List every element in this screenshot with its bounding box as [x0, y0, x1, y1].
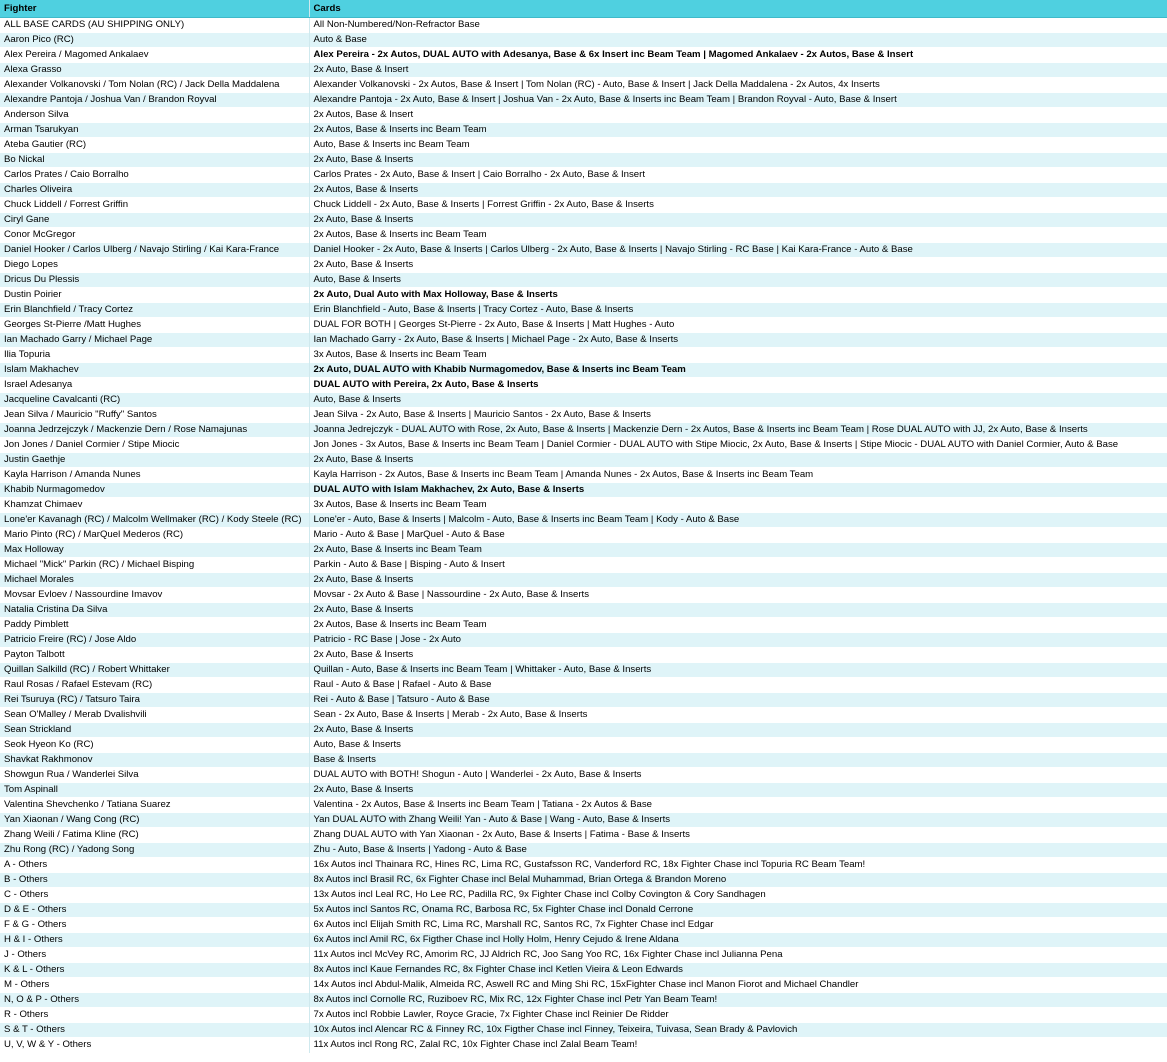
fighter-cell[interactable]: Valentina Shevchenko / Tatiana Suarez: [0, 798, 309, 813]
fighter-cell[interactable]: Arman Tsarukyan: [0, 123, 309, 138]
cards-cell[interactable]: DUAL AUTO with Islam Makhachev, 2x Auto, Base & Inserts: [309, 483, 1167, 498]
table-row: [0, 363, 1167, 378]
fighter-cell[interactable]: Movsar Evloev / Nassourdine Imavov: [0, 588, 309, 603]
fighter-cell[interactable]: Joanna Jedrzejczyk / Mackenzie Dern / Rose Namajunas: [0, 423, 309, 438]
fighter-cell[interactable]: Payton Talbott: [0, 648, 309, 663]
cards-cell[interactable]: 2x Auto, Dual Auto with Max Holloway, Base & Inserts: [309, 288, 1167, 303]
cards-cell[interactable]: 2x Auto, Base & Inserts: [309, 213, 1167, 228]
fighter-cell[interactable]: Dricus Du Plessis: [0, 273, 309, 288]
cards-cell[interactable]: 2x Auto, Base & Insert: [309, 63, 1167, 78]
cards-cell[interactable]: Carlos Prates - 2x Auto, Base & Insert | Caio Borralho - 2x Auto, Base & Insert: [309, 168, 1167, 183]
table-row: [0, 108, 1167, 123]
table-row: [0, 1038, 1167, 1053]
fighter-cell[interactable]: U, V, W & Y - Others: [0, 1038, 309, 1053]
cards-cell[interactable]: 11x Autos incl McVey RC, Amorim RC, JJ Aldrich RC, Joo Sang Yoo RC, 16x Fighter Chase incl Julianna Pena: [309, 948, 1167, 963]
cards-cell[interactable]: 2x Autos, Base & Insert: [309, 108, 1167, 123]
fighter-cell[interactable]: Patricio Freire (RC) / Jose Aldo: [0, 633, 309, 648]
cards-cell[interactable]: 2x Auto, Base & Inserts: [309, 783, 1167, 798]
table-row: [0, 1008, 1167, 1023]
table-row: [0, 393, 1167, 408]
cards-cell[interactable]: DUAL AUTO with Pereira, 2x Auto, Base & Inserts: [309, 378, 1167, 393]
table-row: [0, 738, 1167, 753]
table-row: [0, 963, 1167, 978]
cards-cell[interactable]: Parkin - Auto & Base | Bisping - Auto & Insert: [309, 558, 1167, 573]
table-row: [0, 843, 1167, 858]
fighter-cell[interactable]: Jon Jones / Daniel Cormier / Stipe Miocic: [0, 438, 309, 453]
fighter-cell[interactable]: Alexa Grasso: [0, 63, 309, 78]
table-row: [0, 768, 1167, 783]
table-row: [0, 753, 1167, 768]
table-row: [0, 138, 1167, 153]
fighter-cell[interactable]: Carlos Prates / Caio Borralho: [0, 168, 309, 183]
cards-cell[interactable]: Daniel Hooker - 2x Auto, Base & Inserts | Carlos Ulberg - 2x Auto, Base & Inserts | Navajo Stirling - RC Base | Kai Kara-France - Auto & Base: [309, 243, 1167, 258]
table-row: [0, 903, 1167, 918]
table-row: [0, 513, 1167, 528]
cards-cell[interactable]: Jon Jones - 3x Autos, Base & Inserts inc Beam Team | Daniel Cormier - DUAL AUTO with Stipe Miocic, 2x Auto, Base & Inserts | Stipe Miocic - DUAL AUTO with Daniel Cormier, Auto & Base: [309, 438, 1167, 453]
cards-cell[interactable]: 7x Autos incl Robbie Lawler, Royce Gracie, 7x Fighter Chase incl Reinier De Ridder: [309, 1008, 1167, 1023]
table-row: [0, 798, 1167, 813]
cards-cell[interactable]: Auto, Base & Inserts: [309, 393, 1167, 408]
cards-cell[interactable]: 3x Autos, Base & Inserts inc Beam Team: [309, 498, 1167, 513]
table-row: [0, 693, 1167, 708]
cards-cell[interactable]: 2x Auto, DUAL AUTO with Khabib Nurmagomedov, Base & Inserts inc Beam Team: [309, 363, 1167, 378]
cards-cell[interactable]: Auto, Base & Inserts: [309, 738, 1167, 753]
cards-cell[interactable]: Mario - Auto & Base | MarQuel - Auto & Base: [309, 528, 1167, 543]
fighter-cell[interactable]: Jacqueline Cavalcanti (RC): [0, 393, 309, 408]
header-row: [0, 0, 1167, 18]
cards-cell[interactable]: Chuck Liddell - 2x Auto, Base & Inserts | Forrest Griffin - 2x Auto, Base & Inserts: [309, 198, 1167, 213]
table-row: [0, 168, 1167, 183]
cards-cell[interactable]: All Non-Numbered/Non-Refractor Base: [309, 18, 1167, 33]
cards-cell[interactable]: 2x Auto, Base & Inserts: [309, 573, 1167, 588]
fighter-cell[interactable]: S & T - Others: [0, 1023, 309, 1038]
table-body: [0, 18, 1167, 1053]
cards-cell[interactable]: 14x Autos incl Abdul-Malik, Almeida RC, Aswell RC and Ming Shi RC, 15xFighter Chase incl Manon Fiorot and Michael Chandler: [309, 978, 1167, 993]
cards-cell[interactable]: Joanna Jedrejczyk - DUAL AUTO with Rose, 2x Auto, Base & Inserts | Mackenzie Dern - 2x Autos, Base & Inserts inc Beam Team | Rose DUAL AUTO with JJ, 2x Auto, Base & Inserts: [309, 423, 1167, 438]
fighter-cell[interactable]: Natalia Cristina Da Silva: [0, 603, 309, 618]
fighter-cell[interactable]: Islam Makhachev: [0, 363, 309, 378]
fighter-cell[interactable]: Khamzat Chimaev: [0, 498, 309, 513]
cards-cell[interactable]: 6x Autos incl Amil RC, 6x Figther Chase incl Holly Holm, Henry Cejudo & Irene Aldana: [309, 933, 1167, 948]
table-row: [0, 948, 1167, 963]
cards-cell[interactable]: 2x Autos, Base & Inserts inc Beam Team: [309, 123, 1167, 138]
cards-cell[interactable]: DUAL AUTO with BOTH! Shogun - Auto | Wanderlei - 2x Auto, Base & Inserts: [309, 768, 1167, 783]
fighter-cell[interactable]: Lone'er Kavanagh (RC) / Malcolm Wellmaker (RC) / Kody Steele (RC): [0, 513, 309, 528]
cards-cell[interactable]: Kayla Harrison - 2x Autos, Base & Inserts inc Beam Team | Amanda Nunes - 2x Autos, Base & Inserts inc Beam Team: [309, 468, 1167, 483]
fighter-cell[interactable]: Tom Aspinall: [0, 783, 309, 798]
table-row: [0, 828, 1167, 843]
fighter-cell[interactable]: N, O & P - Others: [0, 993, 309, 1008]
table-row: [0, 333, 1167, 348]
fighter-cell[interactable]: Ateba Gautier (RC): [0, 138, 309, 153]
cards-cell[interactable]: 2x Auto, Base & Inserts: [309, 723, 1167, 738]
table-row: [0, 183, 1167, 198]
table-row: [0, 318, 1167, 333]
cards-cell[interactable]: 2x Auto, Base & Inserts: [309, 648, 1167, 663]
table-row: [0, 588, 1167, 603]
fighter-cell[interactable]: Paddy Pimblett: [0, 618, 309, 633]
cards-cell[interactable]: Ian Machado Garry - 2x Auto, Base & Inserts | Michael Page - 2x Auto, Base & Inserts: [309, 333, 1167, 348]
table-row: [0, 48, 1167, 63]
table-row: [0, 348, 1167, 363]
fighter-cell[interactable]: K & L - Others: [0, 963, 309, 978]
table-row: [0, 408, 1167, 423]
cards-cell[interactable]: 2x Auto, Base & Inserts inc Beam Team: [309, 543, 1167, 558]
table-row: [0, 423, 1167, 438]
table-row: [0, 228, 1167, 243]
fighter-cell[interactable]: D & E - Others: [0, 903, 309, 918]
cards-cell[interactable]: Sean - 2x Auto, Base & Inserts | Merab - 2x Auto, Base & Inserts: [309, 708, 1167, 723]
table-row: [0, 618, 1167, 633]
table-row: [0, 33, 1167, 48]
cards-cell[interactable]: 2x Auto, Base & Inserts: [309, 603, 1167, 618]
table-row: [0, 273, 1167, 288]
table-row: [0, 888, 1167, 903]
fighter-cell[interactable]: M - Others: [0, 978, 309, 993]
table-row: [0, 993, 1167, 1008]
column-header-cards[interactable]: Cards: [309, 0, 1167, 18]
fighter-cell[interactable]: Bo Nickal: [0, 153, 309, 168]
fighter-cell[interactable]: Ian Machado Garry / Michael Page: [0, 333, 309, 348]
fighter-cell[interactable]: Sean O'Malley / Merab Dvalishvili: [0, 708, 309, 723]
fighter-cell[interactable]: Kayla Harrison / Amanda Nunes: [0, 468, 309, 483]
cards-cell[interactable]: Alexander Volkanovski - 2x Autos, Base & Insert | Tom Nolan (RC) - Auto, Base & Insert | Jack Della Maddalena - 2x Autos, 4x Inserts: [309, 78, 1167, 93]
cards-cell[interactable]: Auto, Base & Inserts: [309, 273, 1167, 288]
table-row: [0, 663, 1167, 678]
fighter-cell[interactable]: Shavkat Rakhmonov: [0, 753, 309, 768]
fighter-cell[interactable]: Ciryl Gane: [0, 213, 309, 228]
fighter-cell[interactable]: Georges St-Pierre /Matt Hughes: [0, 318, 309, 333]
fighter-cell[interactable]: A - Others: [0, 858, 309, 873]
fighter-cell[interactable]: Zhang Weili / Fatima Kline (RC): [0, 828, 309, 843]
table-row: [0, 858, 1167, 873]
fighter-cell[interactable]: H & I - Others: [0, 933, 309, 948]
table-row: [0, 123, 1167, 138]
fighter-cell[interactable]: R - Others: [0, 1008, 309, 1023]
table-row: [0, 198, 1167, 213]
cards-cell[interactable]: Zhu - Auto, Base & Inserts | Yadong - Auto & Base: [309, 843, 1167, 858]
fighter-cell[interactable]: Max Holloway: [0, 543, 309, 558]
fighter-cell[interactable]: Erin Blanchfield / Tracy Cortez: [0, 303, 309, 318]
fighter-cell[interactable]: Diego Lopes: [0, 258, 309, 273]
fighter-cell[interactable]: Michael Morales: [0, 573, 309, 588]
cards-cell[interactable]: 2x Autos, Base & Inserts inc Beam Team: [309, 228, 1167, 243]
table-row: [0, 63, 1167, 78]
fighter-cell[interactable]: Alex Pereira / Magomed Ankalaev: [0, 48, 309, 63]
cards-cell[interactable]: DUAL FOR BOTH | Georges St-Pierre - 2x Auto, Base & Inserts | Matt Hughes - Auto: [309, 318, 1167, 333]
cards-cell[interactable]: 10x Autos incl Alencar RC & Finney RC, 10x Figther Chase incl Finney, Teixeira, Tuivasa, Sean Brady & Pavlovich: [309, 1023, 1167, 1038]
fighter-cell[interactable]: Yan Xiaonan / Wang Cong (RC): [0, 813, 309, 828]
cards-cell[interactable]: 2x Auto, Base & Inserts: [309, 258, 1167, 273]
cards-cell[interactable]: Yan DUAL AUTO with Zhang Weili! Yan - Auto & Base | Wang - Auto, Base & Inserts: [309, 813, 1167, 828]
table-row: [0, 453, 1167, 468]
cards-cell[interactable]: 5x Autos incl Santos RC, Onama RC, Barbosa RC, 5x Fighter Chase incl Donald Cerrone: [309, 903, 1167, 918]
cards-cell[interactable]: Quillan - Auto, Base & Inserts inc Beam Team | Whittaker - Auto, Base & Inserts: [309, 663, 1167, 678]
fighter-cell[interactable]: Anderson Silva: [0, 108, 309, 123]
cards-cell[interactable]: 8x Autos incl Cornolle RC, Ruziboev RC, Mix RC, 12x Fighter Chase incl Petr Yan Beam Team!: [309, 993, 1167, 1008]
cards-cell[interactable]: 8x Autos incl Brasil RC, 6x Fighter Chase incl Belal Muhammad, Brian Ortega & Brandon Moreno: [309, 873, 1167, 888]
fighter-cell[interactable]: Israel Adesanya: [0, 378, 309, 393]
fighter-cell[interactable]: F & G - Others: [0, 918, 309, 933]
table-row: [0, 573, 1167, 588]
fighter-cell[interactable]: Charles Oliveira: [0, 183, 309, 198]
table-row: [0, 303, 1167, 318]
fighter-cell[interactable]: Jean Silva / Mauricio "Ruffy" Santos: [0, 408, 309, 423]
table-row: [0, 213, 1167, 228]
cards-cell[interactable]: Patricio - RC Base | Jose - 2x Auto: [309, 633, 1167, 648]
cards-cell[interactable]: Base & Inserts: [309, 753, 1167, 768]
table-row: [0, 978, 1167, 993]
fighter-cell[interactable]: Ilia Topuria: [0, 348, 309, 363]
cards-cell[interactable]: Alex Pereira - 2x Autos, DUAL AUTO with Adesanya, Base & 6x Insert inc Beam Team | Magomed Ankalaev - 2x Autos, Base & Insert: [309, 48, 1167, 63]
table-row: [0, 93, 1167, 108]
column-header-fighter[interactable]: Fighter: [0, 0, 309, 18]
table-row: [0, 78, 1167, 93]
cards-cell[interactable]: 2x Autos, Base & Inserts inc Beam Team: [309, 618, 1167, 633]
cards-cell[interactable]: 16x Autos incl Thainara RC, Hines RC, Lima RC, Gustafsson RC, Vanderford RC, 18x Fighter Chase incl Topuria RC Beam Team!: [309, 858, 1167, 873]
table-row: [0, 468, 1167, 483]
fighter-cell[interactable]: Aaron Pico (RC): [0, 33, 309, 48]
cards-cell[interactable]: 6x Autos incl Elijah Smith RC, Lima RC, Marshall RC, Santos RC, 7x Fighter Chase incl Edgar: [309, 918, 1167, 933]
cards-cell[interactable]: 13x Autos incl Leal RC, Ho Lee RC, Padilla RC, 9x Fighter Chase incl Colby Covington & Cory Sandhagen: [309, 888, 1167, 903]
fighter-cell[interactable]: Conor McGregor: [0, 228, 309, 243]
cards-cell[interactable]: Lone'er - Auto, Base & Inserts | Malcolm - Auto, Base & Inserts inc Beam Team | Kody - Auto & Base: [309, 513, 1167, 528]
fighter-cell[interactable]: ALL BASE CARDS (AU SHIPPING ONLY): [0, 18, 309, 33]
table-row: [0, 498, 1167, 513]
fighter-cell[interactable]: Chuck Liddell / Forrest Griffin: [0, 198, 309, 213]
cards-cell[interactable]: Raul - Auto & Base | Rafael - Auto & Base: [309, 678, 1167, 693]
cards-cell[interactable]: Movsar - 2x Auto & Base | Nassourdine - 2x Auto, Base & Inserts: [309, 588, 1167, 603]
table-row: [0, 633, 1167, 648]
cards-cell[interactable]: Jean Silva - 2x Auto, Base & Inserts | Mauricio Santos - 2x Auto, Base & Inserts: [309, 408, 1167, 423]
table-row: [0, 933, 1167, 948]
table-row: [0, 603, 1167, 618]
fighter-cell[interactable]: Michael "Mick" Parkin (RC) / Michael Bisping: [0, 558, 309, 573]
cards-cell[interactable]: Zhang DUAL AUTO with Yan Xiaonan - 2x Auto, Base & Inserts | Fatima - Base & Inserts: [309, 828, 1167, 843]
fighter-cell[interactable]: Khabib Nurmagomedov: [0, 483, 309, 498]
fighter-cell[interactable]: B - Others: [0, 873, 309, 888]
fighter-cell[interactable]: Rei Tsuruya (RC) / Tatsuro Taira: [0, 693, 309, 708]
table-row: [0, 783, 1167, 798]
table-row: [0, 438, 1167, 453]
cards-cell[interactable]: Erin Blanchfield - Auto, Base & Inserts | Tracy Cortez - Auto, Base & Inserts: [309, 303, 1167, 318]
fighter-cell[interactable]: Mario Pinto (RC) / MarQuel Mederos (RC): [0, 528, 309, 543]
cards-cell[interactable]: 2x Autos, Base & Inserts: [309, 183, 1167, 198]
table-row: [0, 723, 1167, 738]
table-row: [0, 708, 1167, 723]
fighter-cell[interactable]: Alexandre Pantoja / Joshua Van / Brandon Royval: [0, 93, 309, 108]
cards-cell[interactable]: 3x Autos, Base & Inserts inc Beam Team: [309, 348, 1167, 363]
table-row: [0, 243, 1167, 258]
table-row: [0, 258, 1167, 273]
table-row: [0, 153, 1167, 168]
fighter-cell[interactable]: Daniel Hooker / Carlos Ulberg / Navajo Stirling / Kai Kara-France: [0, 243, 309, 258]
cards-cell[interactable]: Auto, Base & Inserts inc Beam Team: [309, 138, 1167, 153]
table-row: [0, 918, 1167, 933]
table-row: [0, 678, 1167, 693]
fighter-cell[interactable]: Raul Rosas / Rafael Estevam (RC): [0, 678, 309, 693]
cards-cell[interactable]: 11x Autos incl Rong RC, Zalal RC, 10x Fighter Chase incl Zalal Beam Team!: [309, 1038, 1167, 1053]
cards-cell[interactable]: 2x Auto, Base & Inserts: [309, 453, 1167, 468]
table-row: [0, 558, 1167, 573]
fighter-cell[interactable]: Justin Gaethje: [0, 453, 309, 468]
table-row: [0, 648, 1167, 663]
table-row: [0, 378, 1167, 393]
fighter-cell[interactable]: J - Others: [0, 948, 309, 963]
fighter-cell[interactable]: Zhu Rong (RC) / Yadong Song: [0, 843, 309, 858]
cards-cell[interactable]: 2x Auto, Base & Inserts: [309, 153, 1167, 168]
fighter-cell[interactable]: Seok Hyeon Ko (RC): [0, 738, 309, 753]
table-row: [0, 873, 1167, 888]
table-row: [0, 543, 1167, 558]
table-row: [0, 288, 1167, 303]
fighter-cell[interactable]: Dustin Poirier: [0, 288, 309, 303]
fighter-cell[interactable]: Quillan Salkilld (RC) / Robert Whittaker: [0, 663, 309, 678]
fighter-cell[interactable]: C - Others: [0, 888, 309, 903]
cards-cell[interactable]: Rei - Auto & Base | Tatsuro - Auto & Base: [309, 693, 1167, 708]
table-row: [0, 1023, 1167, 1038]
table-row: [0, 813, 1167, 828]
fighter-cell[interactable]: Showgun Rua / Wanderlei Silva: [0, 768, 309, 783]
cards-cell[interactable]: Auto & Base: [309, 33, 1167, 48]
fighter-cell[interactable]: Alexander Volkanovski / Tom Nolan (RC) / Jack Della Maddalena: [0, 78, 309, 93]
fighter-cell[interactable]: Sean Strickland: [0, 723, 309, 738]
table-row: [0, 528, 1167, 543]
cards-cell[interactable]: 8x Autos incl Kaue Fernandes RC, 8x Fighter Chase incl Ketlen Vieira & Leon Edwards: [309, 963, 1167, 978]
cards-cell[interactable]: Alexandre Pantoja - 2x Auto, Base & Insert | Joshua Van - 2x Auto, Base & Inserts inc Beam Team | Brandon Royval - Auto, Base & Insert: [309, 93, 1167, 108]
table-row: [0, 18, 1167, 33]
table-row: [0, 483, 1167, 498]
cards-cell[interactable]: Valentina - 2x Autos, Base & Inserts inc Beam Team | Tatiana - 2x Autos & Base: [309, 798, 1167, 813]
